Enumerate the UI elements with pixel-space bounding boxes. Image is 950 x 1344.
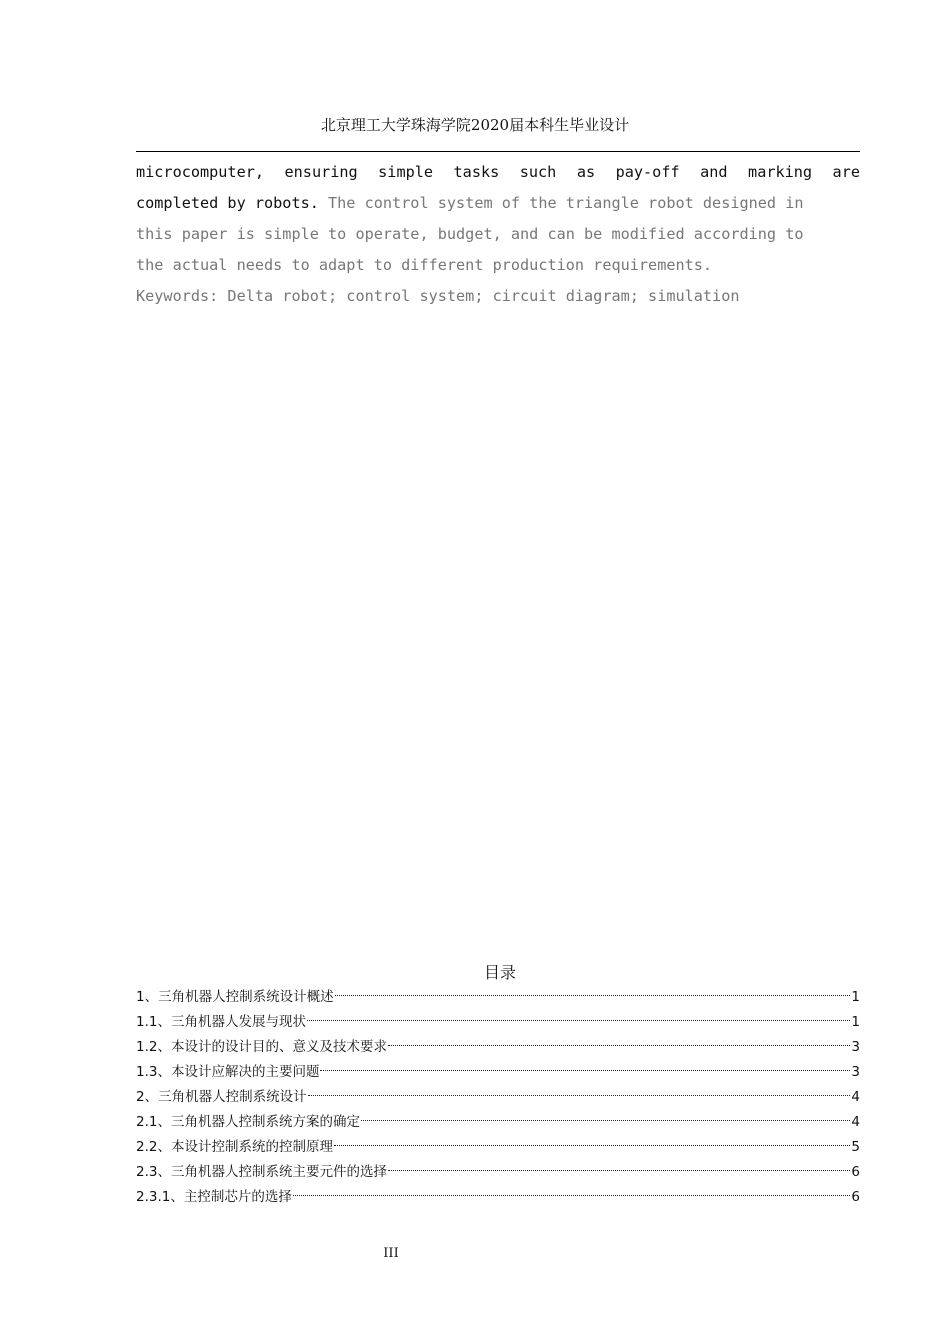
toc-entry[interactable]: [136, 1060, 860, 1085]
abstract-line-2-grey: The control system of the triangle robot designed in: [318, 194, 804, 212]
toc-entry-label: 2.1、三角机器人控制系统方案的确定: [136, 1114, 360, 1130]
toc-entry[interactable]: [136, 1160, 860, 1185]
abstract-line-4: the actual needs to adapt to different production requirements.: [136, 256, 713, 274]
toc-entry[interactable]: [136, 1135, 860, 1160]
toc-entry[interactable]: [136, 985, 860, 1010]
toc-leader-dots: [361, 1120, 850, 1121]
toc-entry[interactable]: [136, 1110, 860, 1135]
page-header-title: 北京理工大学珠海学院2020届本科生毕业设计: [320, 116, 630, 134]
abstract-line-2: [136, 188, 860, 219]
toc-leader-dots: [334, 1145, 850, 1146]
toc-entry[interactable]: [136, 1185, 860, 1210]
header-divider: [136, 151, 860, 152]
toc-entry-page: 1: [851, 1014, 860, 1030]
toc-entry-label: 2.3、三角机器人控制系统主要元件的选择: [136, 1164, 387, 1180]
toc-entry-page: 6: [851, 1164, 860, 1180]
toc-entry-page: 1: [851, 989, 860, 1005]
toc-leader-dots: [308, 1095, 851, 1096]
toc-entry-page: 5: [851, 1139, 860, 1155]
abstract-text: [136, 157, 860, 312]
toc-title: 目录: [483, 963, 516, 982]
toc-leader-dots: [388, 1045, 850, 1046]
toc-leader-dots: [293, 1195, 851, 1196]
toc-entry-page: 4: [851, 1114, 860, 1130]
toc-entry-page: 6: [851, 1189, 860, 1205]
abstract-line-1: microcomputer, ensuring simple tasks such as pay-off and marking are: [136, 163, 860, 181]
toc-entry[interactable]: [136, 1010, 860, 1035]
toc-entry-page: 3: [851, 1064, 860, 1080]
toc-entry-page: 4: [851, 1089, 860, 1105]
toc-leader-dots: [307, 1020, 850, 1021]
abstract-line-2-black: completed by robots.: [136, 194, 319, 212]
toc-entry-label: 1.2、本设计的设计目的、意义及技术要求: [136, 1039, 387, 1055]
abstract-line-3: this paper is simple to operate, budget, and can be modified according to: [136, 225, 804, 243]
toc-entry[interactable]: [136, 1085, 860, 1110]
toc-entry-label: 2.2、本设计控制系统的控制原理: [136, 1139, 333, 1155]
keywords-line: Keywords: Delta robot; control system; circuit diagram; simulation: [136, 287, 740, 305]
toc-entry-label: 1.3、本设计应解决的主要问题: [136, 1064, 320, 1080]
toc-entry-label: 1.1、三角机器人发展与现状: [136, 1014, 306, 1030]
toc-entry-label: 2、三角机器人控制系统设计: [136, 1089, 307, 1105]
toc-leader-dots: [388, 1170, 850, 1171]
toc-leader-dots: [320, 1070, 850, 1071]
page-number: III: [383, 1246, 399, 1261]
toc-entry-label: 2.3.1、主控制芯片的选择: [136, 1189, 292, 1205]
toc-entry-label: 1、三角机器人控制系统设计概述: [136, 989, 334, 1005]
table-of-contents: [136, 985, 860, 1210]
toc-entry[interactable]: [136, 1035, 860, 1060]
toc-leader-dots: [335, 995, 851, 996]
toc-entry-page: 3: [851, 1039, 860, 1055]
